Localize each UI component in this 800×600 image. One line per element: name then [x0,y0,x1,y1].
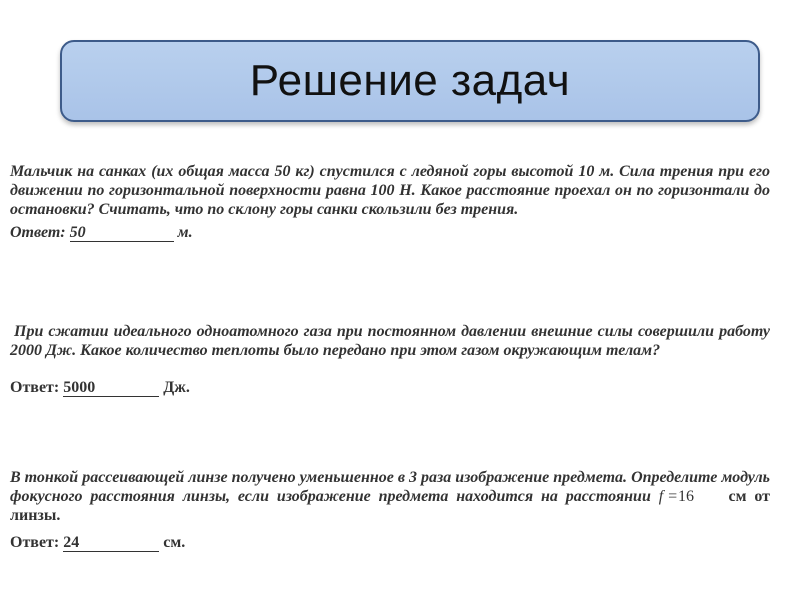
answer-value: 5000 [63,380,159,397]
formula-eq: = [667,488,678,505]
slide-title: Решение задач [249,56,571,105]
answer-value: 24 [63,535,159,552]
answer-label: Ответ: [10,224,66,241]
problem-2-text: При сжатии идеального одноатомного газа при постоянном давлении внешние силы совершили работу 2000 Дж. Какое количество теплоты было передано при этом газом окружающим телам? [10,323,770,359]
problem-3-text-before: В тонкой рассеивающей линзе получено уменьшенное в 3 раза изображение предмета. Определите модуль фокусного расстояния линзы, если изображение предмета находится на расстоянии [10,469,770,505]
problem-2-answer [10,378,770,397]
slide-title-box [60,40,760,122]
answer-value: 50 [70,225,174,242]
problem-3 [10,468,770,552]
problem-1-answer [10,223,770,242]
focal-formula [659,487,721,506]
answer-label: Ответ: [10,379,60,396]
formula-num: 16 [677,488,694,505]
problem-1 [10,162,770,242]
problem-3-text-after: см от линзы. [10,488,771,524]
problem-3-answer [10,533,770,552]
formula-var: f [658,488,664,505]
problem-3-text [10,468,770,525]
answer-label: Ответ: [10,534,60,551]
answer-unit: Дж. [163,379,190,396]
answer-unit: м. [177,224,193,241]
answer-unit: см. [163,534,186,551]
problem-2 [10,322,770,397]
problem-1-text: Мальчик на санках (их общая масса 50 кг) спустился с ледяной горы высотой 10 м. Сила трения при его движении по горизонтальной поверхности равна 100 Н. Какое расстояние проехал он по горизонтали до остановки? Считать, что по склону горы санки скользили без трения. [10,163,770,218]
